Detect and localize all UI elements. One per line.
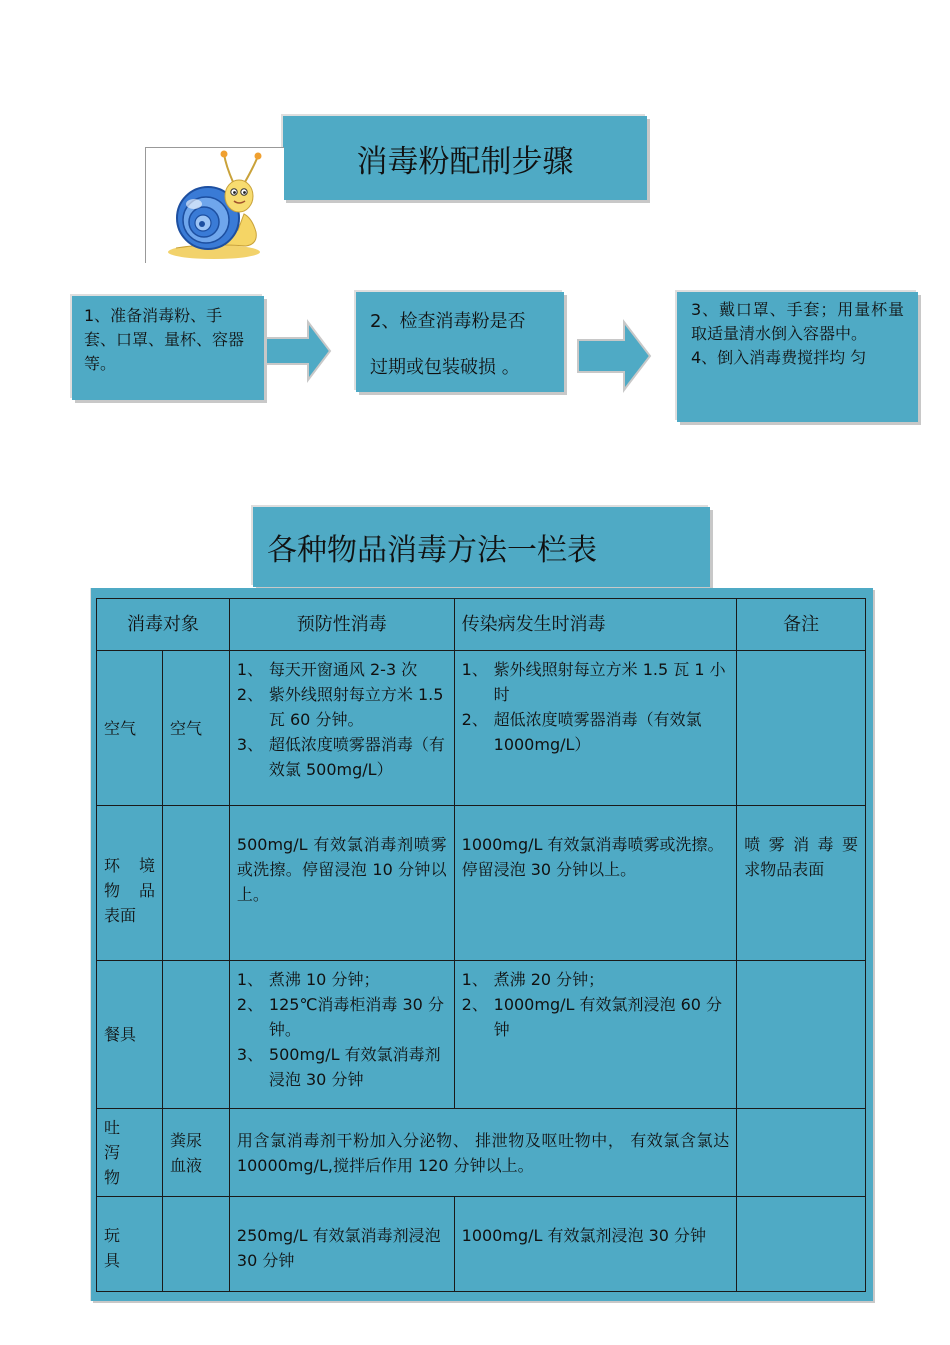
subobject-tableware: [162, 961, 229, 1109]
table-row-environment: [97, 806, 866, 961]
step-4-text: 4、倒入消毒费搅拌均 匀: [691, 348, 867, 367]
right-arrow-icon: [574, 318, 654, 394]
toys-preventive: 250mg/L 有效氯消毒剂浸泡 30 分钟: [229, 1197, 454, 1292]
step-1-box: [72, 296, 264, 400]
table-row-air: [97, 651, 866, 806]
table-header-row: [97, 599, 866, 651]
subobject-excreta: 粪尿血液: [162, 1109, 229, 1197]
disinfection-table: [96, 598, 866, 1292]
tableware-notes: [737, 961, 866, 1109]
toys-epidemic: 1000mg/L 有效氯剂浸泡 30 分钟: [454, 1197, 737, 1292]
subobject-air: 空气: [162, 651, 229, 806]
step-3-box: [677, 292, 918, 422]
excreta-method: 用含氯消毒剂干粉加入分泌物、 排泄物及呕吐物中， 有效氯含氯达 10000mg/L,搅拌后作用 120 分钟以上。: [229, 1109, 736, 1197]
excreta-notes: [737, 1109, 866, 1197]
header-notes: 备注: [737, 599, 866, 651]
preparation-steps-title: 消毒粉配制步骤: [283, 116, 647, 200]
snail-icon: [146, 148, 284, 263]
disinfection-table-container: [91, 588, 873, 1301]
environment-notes: 喷 雾 消 毒 要求物品表面: [737, 806, 866, 961]
tableware-epidemic: 1、 煮沸 20 分钟； 2、 1000mg/L 有效氯剂浸泡 60 分钟: [454, 961, 737, 1109]
right-arrow-icon: [262, 318, 334, 384]
table-row-excreta: [97, 1109, 866, 1197]
step-1-text: 1、准备消毒粉、手套、口罩、量杯、容器等。: [84, 306, 245, 373]
header-epidemic: 传染病发生时消毒: [454, 599, 737, 651]
object-environment: 环 境 物 品 表面: [97, 806, 163, 961]
environment-epidemic: 1000mg/L 有效氯消毒喷雾或洗擦。停留浸泡 30 分钟以上。: [454, 806, 737, 961]
table-row-toys: [97, 1197, 866, 1292]
step-2-box: [356, 292, 564, 392]
header-preventive: 预防性消毒: [229, 599, 454, 651]
snail-illustration: [145, 147, 284, 263]
air-preventive: 1、 每天开窗通风 2-3 次 2、 紫外线照射每立方米 1.5 瓦 60 分钟。 3、 超低浓度喷雾器消毒（有效氯 500mg/L）: [229, 651, 454, 806]
header-object: 消毒对象: [97, 599, 230, 651]
subobject-toys: [162, 1197, 229, 1292]
object-toys: 玩具: [97, 1197, 163, 1292]
air-epidemic: 1、 紫外线照射每立方米 1.5 瓦 1 小时 2、 超低浓度喷雾器消毒（有效氯 1000mg/L）: [454, 651, 737, 806]
step-3-text: 3、戴口罩、手套；用量杯量取适量清水倒入容器中。: [691, 300, 904, 343]
object-tableware: 餐具: [97, 961, 163, 1109]
object-air: 空气: [97, 651, 163, 806]
air-notes: [737, 651, 866, 806]
table-row-tableware: [97, 961, 866, 1109]
toys-notes: [737, 1197, 866, 1292]
subobject-environment: [162, 806, 229, 961]
environment-preventive: 500mg/L 有效氯消毒剂喷雾或洗擦。停留浸泡 10 分钟以上。: [229, 806, 454, 961]
step-2-text-line1: 2、检查消毒粉是否: [370, 311, 526, 332]
object-excreta: 吐泻物: [97, 1109, 163, 1197]
disinfection-table-title: 各种物品消毒方法一栏表: [253, 507, 710, 587]
tableware-preventive: 1、 煮沸 10 分钟； 2、 125℃消毒柜消毒 30 分钟。 3、 500mg/L 有效氯消毒剂浸泡 30 分钟: [229, 961, 454, 1109]
step-2-text-line2: 过期或包装破损 。: [370, 357, 520, 378]
